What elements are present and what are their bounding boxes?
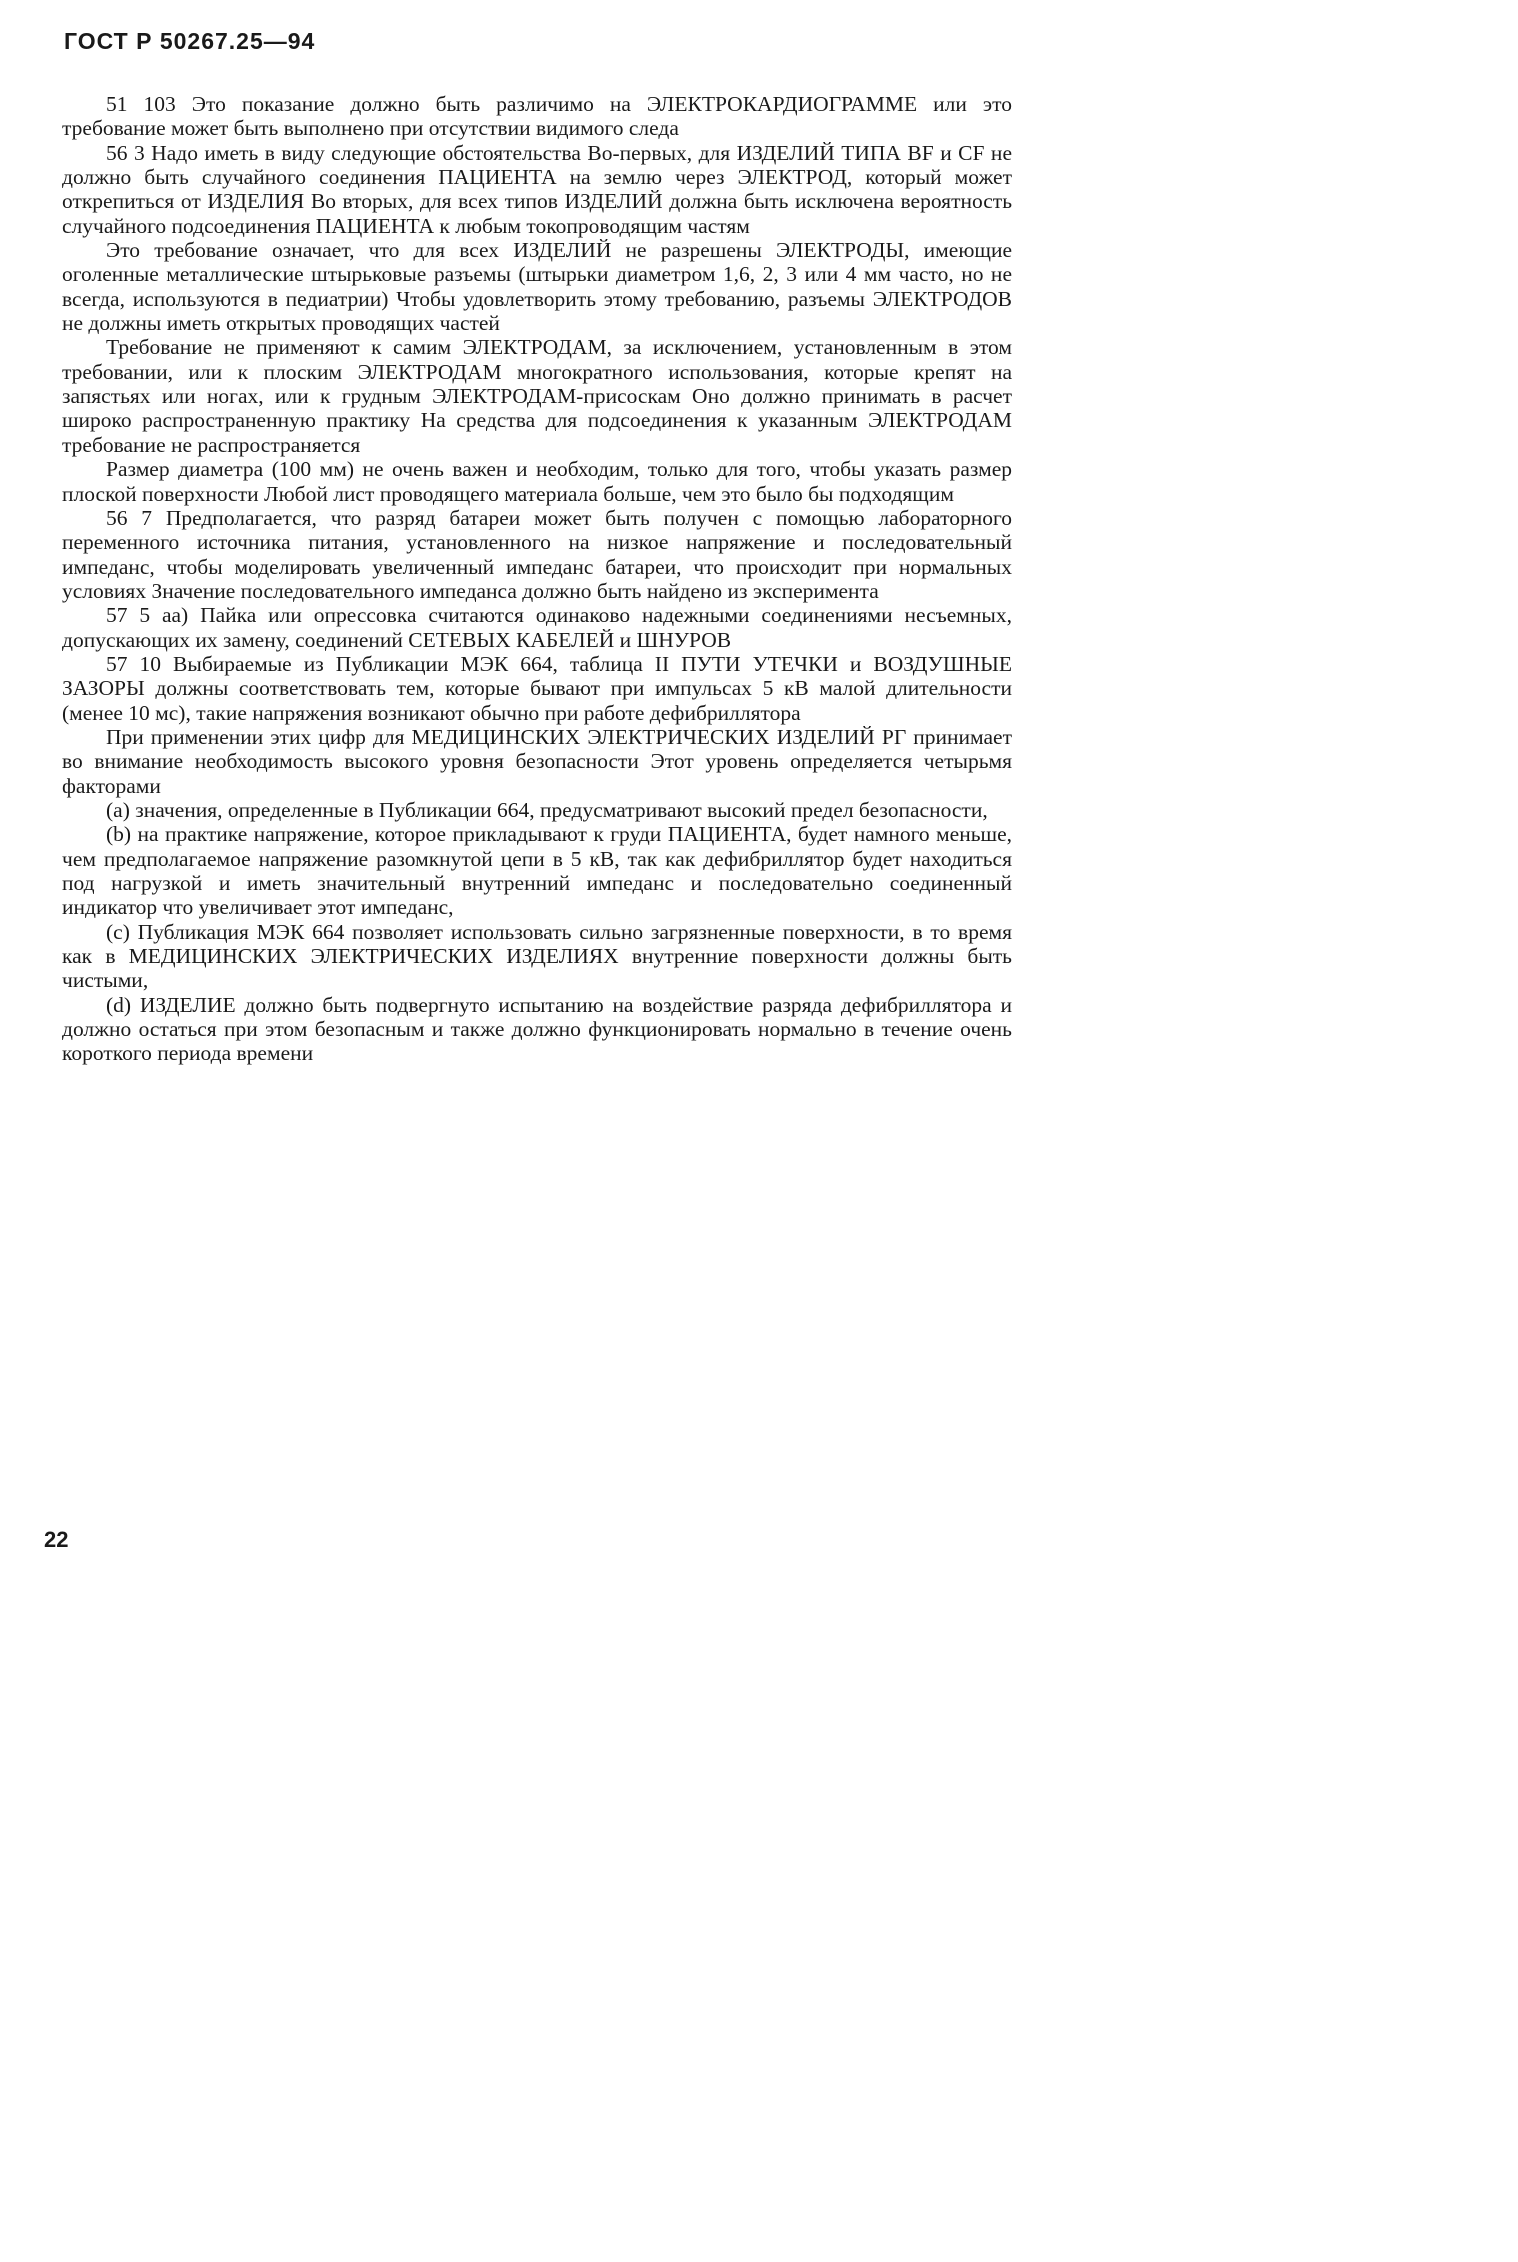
list-item: (b) на практике напряжение, которое прикладывают к груди ПАЦИЕНТА, будет намного меньше, чем предполагаемое напряжение разомкнутой цепи в 5 кВ, так как дефибриллятор будет находиться под нагрузкой и иметь значительный внутренний импеданс и последовательно соединенный индикатор что увеличивает этот импеданс, — [62, 822, 1012, 920]
paragraph: Размер диаметра (100 мм) не очень важен и необходим, только для того, чтобы указать размер плоской поверхности Любой лист проводящего материала больше, чем это было бы подходящим — [62, 457, 1012, 506]
paragraph: 51 103 Это показание должно быть различимо на ЭЛЕКТРОКАРДИОГРАММЕ или это требование может быть выполнено при отсутствии видимого следа — [62, 92, 1012, 141]
paragraph: 57 10 Выбираемые из Публикации МЭК 664, таблица II ПУТИ УТЕЧКИ и ВОЗДУШНЫЕ ЗАЗОРЫ должны соответствовать тем, которые бывают при импульсах 5 кВ малой длительности (менее 10 мс), такие напряжения возникают обычно при работе дефибриллятора — [62, 651, 1012, 725]
list-item: (с) Публикация МЭК 664 позволяет использовать сильно загрязненные поверхности, в то время как в МЕДИЦИНСКИХ ЭЛЕКТРИЧЕСКИХ ИЗДЕЛИЯХ внутренние поверхности должны быть чистыми, — [62, 919, 1012, 993]
document-page — [0, 0, 1055, 1572]
page-number: 22 — [44, 1527, 69, 1552]
paragraph: 57 5 аа) Пайка или опрессовка считаются одинаково надежными соединениями несъемных, допускающих их замену, соединений СЕТЕВЫХ КАБЕЛЕЙ и ШНУРОВ — [62, 603, 1012, 652]
paragraph: Это требование означает, что для всех ИЗДЕЛИЙ не разрешены ЭЛЕКТРОДЫ, имеющие оголенные металлические штырьковые разъемы (штырьки диаметром 1,6, 2, 3 или 4 мм часто, но не всегда, используются в педиатрии) Чтобы удовлетворить этому требованию, разъемы ЭЛЕКТРОДОВ не должны иметь открытых проводящих частей — [62, 238, 1012, 336]
document-body — [62, 92, 1012, 1066]
document-header: ГОСТ Р 50267.25—94 — [64, 28, 316, 54]
paragraph: 56 7 Предполагается, что разряд батареи может быть получен с помощью лабораторного переменного источника питания, установленного на низкое напряжение и последовательный импеданс, чтобы моделировать увеличенный импеданс батареи, что происходит при нормальных условиях Значение последовательного импеданса должно быть найдено из эксперимента — [62, 505, 1012, 603]
paragraph: При применении этих цифр для МЕДИЦИНСКИХ ЭЛЕКТРИЧЕСКИХ ИЗДЕЛИЙ РГ принимает во внимание необходимость высокого уровня безопасности Этот уровень определяется четырьмя факторами — [62, 724, 1012, 798]
paragraph: Требование не применяют к самим ЭЛЕКТРОДАМ, за исключением, установленным в этом требовании, или к плоским ЭЛЕКТРОДАМ многократного использования, которые крепят на запястьях или ногах, или к грудным ЭЛЕКТРОДАМ-присоскам Оно должно принимать в расчет широко распространенную практику На средства для подсоединения к указанным ЭЛЕКТРОДАМ требование не распространяется — [62, 335, 1012, 457]
paragraph: 56 3 Надо иметь в виду следующие обстоятельства Во-первых, для ИЗДЕЛИЙ ТИПА BF и CF не должно быть случайного соединения ПАЦИЕНТА на землю через ЭЛЕКТРОД, который может открепиться от ИЗДЕЛИЯ Во вторых, для всех типов ИЗДЕЛИЙ должна быть исключена вероятность случайного подсоединения ПАЦИЕНТА к любым токопроводящим частям — [62, 140, 1012, 238]
list-item: (d) ИЗДЕЛИЕ должно быть подвергнуто испытанию на воздействие разряда дефибриллятора и должно остаться при этом безопасным и также должно функционировать нормально в течение очень короткого периода времени — [62, 992, 1012, 1066]
list-item: (а) значения, определенные в Публикации 664, предусматривают высокий предел безопасности, — [106, 797, 988, 822]
